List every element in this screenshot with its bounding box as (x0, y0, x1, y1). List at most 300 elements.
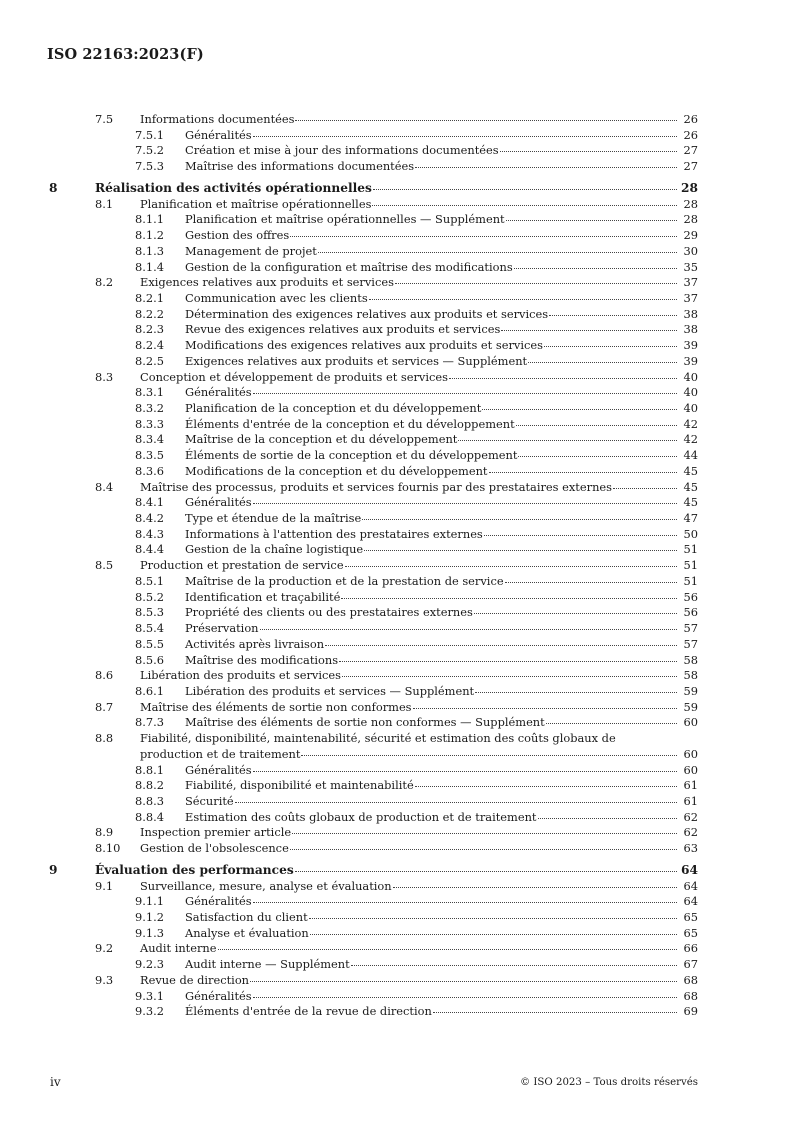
toc-entry-title-wrap (185, 228, 698, 243)
toc-entry[interactable] (0, 338, 793, 354)
toc-entry-number: 8.3.5 (135, 448, 164, 463)
toc-entry[interactable] (0, 668, 793, 684)
toc-entry-title: Audit interne (140, 941, 217, 956)
toc-entry-title-wrap (185, 143, 698, 158)
toc-entry-title: Modifications des exigences relatives aux produits et services (185, 338, 543, 353)
toc-entry[interactable] (0, 370, 793, 386)
toc-entry-title: Surveillance, mesure, analyse et évaluation (140, 878, 392, 893)
toc-entry-title: Conception et développement de produits et services (140, 369, 448, 384)
toc-entry[interactable] (0, 825, 793, 841)
toc-entry-title-wrap (185, 894, 698, 909)
toc-entry-page: 37 (683, 290, 698, 305)
toc-entry-title-wrap (140, 879, 698, 894)
toc-entry[interactable] (0, 464, 793, 480)
toc-entry-title-wrap (140, 700, 698, 715)
toc-entry[interactable] (0, 841, 793, 857)
dot-leader (290, 849, 677, 850)
toc-entry-title: Management de projet (185, 243, 317, 258)
toc-entry-page: 59 (683, 699, 698, 714)
toc-entry-number: 8.4.2 (135, 511, 164, 525)
toc-entry-page: 38 (683, 322, 698, 337)
toc-entry-title-line2: production et de traitement (140, 747, 301, 762)
toc-entry-title: Communication avec les clients (185, 290, 368, 305)
toc-entry[interactable] (0, 700, 793, 716)
toc-entry-title: Maîtrise des éléments de sortie non conformes — Supplément (185, 715, 545, 730)
toc-entry-page: 37 (683, 275, 698, 290)
dot-leader (373, 189, 677, 190)
toc-entry-page: 56 (683, 605, 698, 620)
dot-leader (369, 299, 677, 300)
toc-entry-number: 8.2.3 (135, 322, 164, 337)
toc-entry-number: 8.1.3 (135, 243, 164, 258)
toc-entry-page: 61 (683, 794, 698, 808)
toc-entry-title-wrap (185, 926, 698, 941)
toc-entry-title: Gestion des offres (185, 228, 290, 242)
toc-entry-page: 62 (683, 825, 698, 840)
toc-entry-title: Planification et maîtrise opérationnelles — Supplément (185, 212, 505, 227)
toc-entry[interactable] (0, 260, 793, 276)
toc-entry-title: Généralités (185, 127, 252, 142)
toc-entry-title-wrap (185, 511, 698, 526)
toc-entry[interactable] (0, 810, 793, 826)
dot-leader (364, 550, 677, 551)
toc-entry-page: 28 (683, 196, 698, 211)
toc-entry-title-wrap (140, 197, 698, 212)
toc-entry-page: 28 (683, 212, 698, 227)
toc-entry-page: 57 (683, 621, 698, 635)
toc-entry-title: Production et prestation de service (140, 558, 344, 573)
toc-entry-page: 27 (683, 159, 698, 174)
toc-entry-title: Gestion de l'obsolescence (140, 841, 289, 856)
toc-entry-title: Fiabilité, disponibilité, maintenabilité, sécurité et estimation des coûts globaux de (140, 731, 616, 746)
toc-entry-title-wrap (185, 621, 698, 636)
toc-entry-number: 9.2.3 (135, 957, 164, 972)
dot-leader (310, 934, 677, 935)
toc-entry-page: 28 (681, 180, 698, 195)
toc-entry-title-wrap (185, 989, 698, 1004)
toc-entry-title-wrap (185, 684, 698, 699)
toc-entry[interactable] (0, 653, 793, 669)
toc-entry[interactable] (0, 417, 793, 433)
dot-leader (489, 472, 677, 473)
toc-entry[interactable] (0, 715, 793, 731)
toc-entry[interactable] (0, 574, 793, 590)
toc-entry-number: 8.3 (95, 369, 114, 384)
toc-entry-number: 8.7 (95, 699, 114, 714)
toc-entry-title: Détermination des exigences relatives aux produits et services (185, 306, 549, 321)
toc-entry-page: 44 (683, 448, 698, 463)
toc-entry-title-wrap (185, 322, 698, 337)
toc-entry[interactable] (0, 910, 793, 926)
dot-leader (250, 981, 677, 982)
toc-entry[interactable] (0, 542, 793, 558)
toc-entry-title-wrap (140, 668, 698, 683)
toc-entry-title: Maîtrise des modifications (185, 652, 339, 667)
toc-entry-title-wrap (140, 841, 698, 856)
toc-entry-number: 8.1.4 (135, 259, 164, 274)
toc-entry-title: Création et mise à jour des informations documentées (185, 143, 499, 158)
toc-entry[interactable] (0, 181, 793, 197)
dot-leader (546, 723, 677, 724)
toc-entry-number: 9.1.1 (135, 894, 164, 909)
toc-entry[interactable] (0, 637, 793, 653)
toc-entry[interactable] (0, 763, 793, 779)
dot-leader (549, 315, 677, 316)
toc-entry-page: 65 (683, 925, 698, 940)
dot-leader (475, 692, 677, 693)
toc-entry-page: 68 (683, 972, 698, 987)
toc-entry-title-wrap (95, 863, 698, 878)
toc-entry[interactable] (0, 879, 793, 895)
toc-entry[interactable] (0, 989, 793, 1005)
toc-entry-page: 30 (683, 243, 698, 258)
toc-entry-title: Type et étendue de la maîtrise (185, 511, 362, 525)
toc-entry[interactable] (0, 621, 793, 637)
toc-entry-page: 26 (683, 127, 698, 142)
copyright-notice: © ISO 2023 – Tous droits réservés (519, 1077, 698, 1088)
toc-entry-title: Inspection premier article (140, 825, 292, 840)
toc-entry-title: Maîtrise des processus, produits et services fournis par des prestataires externes (140, 479, 612, 494)
toc-entry-number: 8.3.4 (135, 432, 164, 447)
toc-entry[interactable] (0, 128, 793, 144)
toc-entry-title-wrap (140, 480, 698, 495)
toc-entry-number: 8.2 (95, 275, 114, 290)
toc-entry-number: 8.4.1 (135, 495, 164, 510)
toc-entry-title: Éléments d'entrée de la revue de direction (185, 1004, 432, 1019)
dot-leader (514, 268, 677, 269)
toc-entry[interactable] (0, 197, 793, 213)
toc-entry-page: 68 (683, 988, 698, 1003)
toc-entry-page: 29 (683, 228, 698, 242)
dot-leader (538, 818, 678, 819)
toc-entry[interactable] (0, 354, 793, 370)
toc-entry-title-wrap (185, 763, 698, 778)
toc-entry-page: 51 (683, 542, 698, 557)
toc-entry-title: Maîtrise de la production et de la prestation de service (185, 573, 504, 588)
toc-entry-number: 9.3.2 (135, 1004, 164, 1019)
document-id-header: ISO 22163:2023(F) (47, 46, 204, 63)
toc-entry-number: 8.5.4 (135, 621, 164, 635)
dot-leader (253, 136, 677, 137)
toc-entry-number: 8.8.1 (135, 762, 164, 777)
toc-entry[interactable] (0, 448, 793, 464)
toc-entry-title-wrap (185, 417, 698, 432)
toc-entry-number: 8.4.4 (135, 542, 164, 557)
dot-leader (345, 566, 677, 567)
toc-entry-page: 65 (683, 910, 698, 924)
toc-entry[interactable] (0, 973, 793, 989)
toc-entry[interactable] (0, 731, 793, 762)
toc-entry-title-wrap (140, 370, 698, 385)
toc-entry-number: 8.2.1 (135, 290, 164, 305)
dot-leader (518, 456, 677, 457)
toc-entry-page: 39 (683, 353, 698, 368)
toc-entry[interactable] (0, 480, 793, 496)
toc-entry[interactable] (0, 275, 793, 291)
toc-entry-title-wrap (185, 637, 698, 652)
dot-leader (484, 535, 677, 536)
toc-entry[interactable] (0, 863, 793, 879)
dot-leader (253, 503, 677, 504)
toc-entry-title: Évaluation des performances (95, 862, 294, 877)
dot-leader (482, 409, 677, 410)
toc-entry-title: Libération des produits et services — Supplément (185, 683, 475, 698)
toc-entry-page: 42 (683, 432, 698, 447)
dot-leader (341, 598, 677, 599)
dot-leader (449, 378, 677, 379)
toc-entry-title-wrap (185, 957, 698, 972)
toc-entry-page: 64 (683, 878, 698, 893)
toc-entry-title-wrap (185, 542, 698, 557)
dot-leader (325, 645, 677, 646)
toc-entry-title-wrap (140, 275, 698, 290)
toc-entry-number: 8.1.2 (135, 228, 164, 242)
toc-entry-page: 40 (683, 369, 698, 384)
toc-entry[interactable] (0, 684, 793, 700)
toc-entry-number: 8.8.3 (135, 794, 164, 808)
toc-entry[interactable] (0, 401, 793, 417)
toc-entry[interactable] (0, 228, 793, 244)
toc-entry-page: 42 (683, 416, 698, 431)
toc-entry-title-wrap (185, 212, 698, 227)
dot-leader (342, 676, 677, 677)
toc-entry-number: 8.5.1 (135, 573, 164, 588)
toc-entry[interactable] (0, 1004, 793, 1020)
toc-entry-title-wrap (185, 401, 698, 416)
toc-entry[interactable] (0, 212, 793, 228)
toc-entry-title: Éléments d'entrée de la conception et du développement (185, 416, 515, 431)
dot-leader (362, 519, 677, 520)
toc-entry-page: 56 (683, 589, 698, 604)
toc-entry-title-wrap (185, 338, 698, 353)
toc-entry[interactable] (0, 322, 793, 338)
toc-entry-page: 69 (683, 1004, 698, 1019)
toc-entry-page: 45 (683, 463, 698, 478)
toc-entry-title: Exigences relatives aux produits et services (140, 275, 394, 290)
toc-entry[interactable] (0, 511, 793, 527)
toc-entry[interactable] (0, 143, 793, 159)
dot-leader (260, 629, 677, 630)
toc-entry[interactable] (0, 385, 793, 401)
toc-entry-title-wrap (185, 810, 698, 825)
toc-entry-title-wrap (185, 128, 698, 143)
toc-entry-title-wrap (95, 181, 698, 196)
toc-entry[interactable] (0, 794, 793, 810)
toc-entry-title-wrap (185, 244, 698, 259)
toc-entry-number: 8.6.1 (135, 683, 164, 698)
toc-entry-number: 8.3.1 (135, 385, 164, 400)
toc-entry-title-wrap (140, 112, 698, 127)
page-number: iv (50, 1075, 61, 1089)
dot-leader (528, 362, 677, 363)
toc-entry-title-wrap (185, 605, 698, 620)
toc-entry[interactable] (0, 926, 793, 942)
toc-entry-title: Généralités (185, 762, 252, 777)
toc-entry-page: 60 (683, 762, 698, 777)
toc-entry-page: 38 (683, 306, 698, 321)
toc-entry[interactable] (0, 590, 793, 606)
toc-entry[interactable] (0, 495, 793, 511)
toc-entry-title-wrap (185, 291, 698, 306)
toc-entry-title-wrap (185, 715, 698, 730)
toc-entry[interactable] (0, 605, 793, 621)
toc-entry-title: Planification et maîtrise opérationnelles (140, 196, 372, 211)
toc-entry-number: 8.2.5 (135, 353, 164, 368)
toc-entry-title: Activités après livraison (185, 636, 325, 651)
toc-entry[interactable] (0, 558, 793, 574)
toc-entry-page: 58 (683, 668, 698, 683)
toc-entry-title-wrap (185, 910, 698, 925)
toc-entry-title: Réalisation des activités opérationnelles (95, 180, 372, 195)
toc-entry-title: Libération des produits et services (140, 668, 341, 683)
dot-leader (501, 330, 677, 331)
toc-entry-number: 9.1.3 (135, 925, 164, 940)
toc-entry-number: 8.7.3 (135, 715, 164, 730)
dot-leader (505, 582, 677, 583)
toc-entry-title: Estimation des coûts globaux de production et de traitement (185, 809, 537, 824)
toc-entry-title-wrap (140, 558, 698, 573)
toc-entry-title: Exigences relatives aux produits et services — Supplément (185, 353, 528, 368)
toc-entry-title: Audit interne — Supplément (185, 957, 350, 972)
toc-entry[interactable] (0, 307, 793, 323)
toc-entry-title-wrap (185, 794, 698, 809)
toc-entry-page: 58 (683, 652, 698, 667)
toc-entry-number: 8.8.2 (135, 778, 164, 793)
toc-entry-title-wrap (185, 495, 698, 510)
toc-entry[interactable] (0, 527, 793, 543)
toc-entry-title-wrap (185, 590, 698, 605)
toc-entry-title: Généralités (185, 495, 252, 510)
toc-entry-page: 66 (683, 941, 698, 956)
toc-entry-page: 67 (683, 957, 698, 972)
toc-entry-number: 8.3.2 (135, 401, 164, 415)
toc-entry-number: 9.1 (95, 878, 114, 893)
dot-leader (413, 708, 677, 709)
dot-leader (309, 918, 677, 919)
toc-entry-page: 64 (681, 862, 698, 877)
dot-leader (339, 661, 677, 662)
toc-entry-number: 8.1 (95, 196, 114, 211)
toc-entry-title: Maîtrise des éléments de sortie non conformes (140, 699, 412, 714)
toc-entry[interactable] (0, 894, 793, 910)
toc-entry-title-wrap (185, 432, 698, 447)
toc-entry-title-wrap (185, 778, 698, 793)
toc-entry[interactable] (0, 244, 793, 260)
toc-entry-number: 8.2.4 (135, 338, 164, 353)
toc-entry-title-wrap (185, 464, 698, 479)
toc-entry-page: 26 (683, 112, 698, 126)
toc-entry-number: 8.9 (95, 825, 114, 840)
dot-leader (474, 613, 677, 614)
toc-entry-title-wrap (185, 527, 698, 542)
toc-entry-title: Généralités (185, 988, 252, 1003)
dot-leader (415, 167, 677, 168)
dot-leader (395, 283, 677, 284)
toc-entry-title: Préservation (185, 621, 259, 635)
toc-entry[interactable] (0, 957, 793, 973)
toc-entry-title: Informations documentées (140, 112, 295, 126)
toc-entry-page: 60 (683, 747, 698, 762)
toc-entry-page: 51 (683, 558, 698, 573)
dot-leader (393, 887, 677, 888)
toc-entry-page: 35 (683, 259, 698, 274)
dot-leader (351, 965, 677, 966)
toc-entry-page: 47 (683, 511, 698, 525)
toc-entry-title: Revue de direction (140, 972, 250, 987)
dot-leader (433, 1012, 677, 1013)
dot-leader (372, 205, 677, 206)
dot-leader (516, 425, 677, 426)
toc-entry-number: 8.3.6 (135, 463, 164, 478)
toc-entry-title: Généralités (185, 385, 252, 400)
toc-entry-number: 8.8 (95, 731, 114, 746)
toc-entry-title-wrap (185, 1004, 698, 1019)
toc-entry-title: Informations à l'attention des prestataires externes (185, 526, 483, 541)
toc-entry[interactable] (0, 112, 793, 128)
toc-entry[interactable] (0, 778, 793, 794)
toc-entry-page: 40 (683, 385, 698, 400)
toc-entry-number: 9.3.1 (135, 988, 164, 1003)
toc-entry-number: 9.1.2 (135, 910, 164, 924)
toc-entry-page: 63 (683, 841, 698, 856)
toc-entry-number: 8.5.6 (135, 652, 164, 667)
toc-entry-title: Fiabilité, disponibilité et maintenabilité (185, 778, 414, 793)
toc-entry-page: 39 (683, 338, 698, 353)
toc-entry-page: 40 (683, 401, 698, 415)
dot-leader (253, 771, 677, 772)
toc-entry-number: 8.1.1 (135, 212, 164, 227)
toc-entry-title: Maîtrise des informations documentées (185, 159, 415, 174)
dot-leader (318, 252, 677, 253)
dot-leader (295, 871, 677, 872)
toc-entry-title-wrap (185, 159, 698, 174)
toc-entry-number: 7.5.2 (135, 143, 164, 158)
toc-entry[interactable] (0, 941, 793, 957)
toc-entry-page: 62 (683, 809, 698, 824)
toc-entry[interactable] (0, 291, 793, 307)
dot-leader (253, 393, 677, 394)
toc-entry-number: 7.5.1 (135, 127, 164, 142)
dot-leader (253, 902, 677, 903)
toc-entry-number: 9.3 (95, 972, 114, 987)
dot-leader (544, 346, 677, 347)
toc-entry-title-wrap (185, 385, 698, 400)
toc-entry-number: 8.10 (95, 841, 121, 856)
toc-entry-title-wrap (185, 653, 698, 668)
toc-entry-title: Modifications de la conception et du développement (185, 463, 488, 478)
dot-leader (301, 755, 677, 756)
dot-leader (506, 220, 677, 221)
dot-leader (295, 120, 677, 121)
toc-entry-title-wrap (185, 574, 698, 589)
toc-entry-number: 8.5.2 (135, 589, 164, 604)
toc-entry-number: 8.3.3 (135, 416, 164, 431)
toc-entry-number: 8.8.4 (135, 809, 164, 824)
toc-entry[interactable] (0, 159, 793, 175)
toc-entry-number: 8.5 (95, 558, 114, 573)
toc-entry-title-wrap (140, 941, 698, 956)
toc-entry-title-wrap (185, 260, 698, 275)
dot-leader (415, 786, 677, 787)
toc-entry[interactable] (0, 432, 793, 448)
dot-leader (500, 151, 677, 152)
toc-entry-page: 50 (683, 526, 698, 541)
toc-entry-number: 8.4 (95, 479, 114, 494)
dot-leader (613, 488, 677, 489)
toc-entry-number: 8.2.2 (135, 306, 164, 321)
toc-entry-title: Satisfaction du client (185, 910, 308, 924)
dot-leader (458, 440, 677, 441)
